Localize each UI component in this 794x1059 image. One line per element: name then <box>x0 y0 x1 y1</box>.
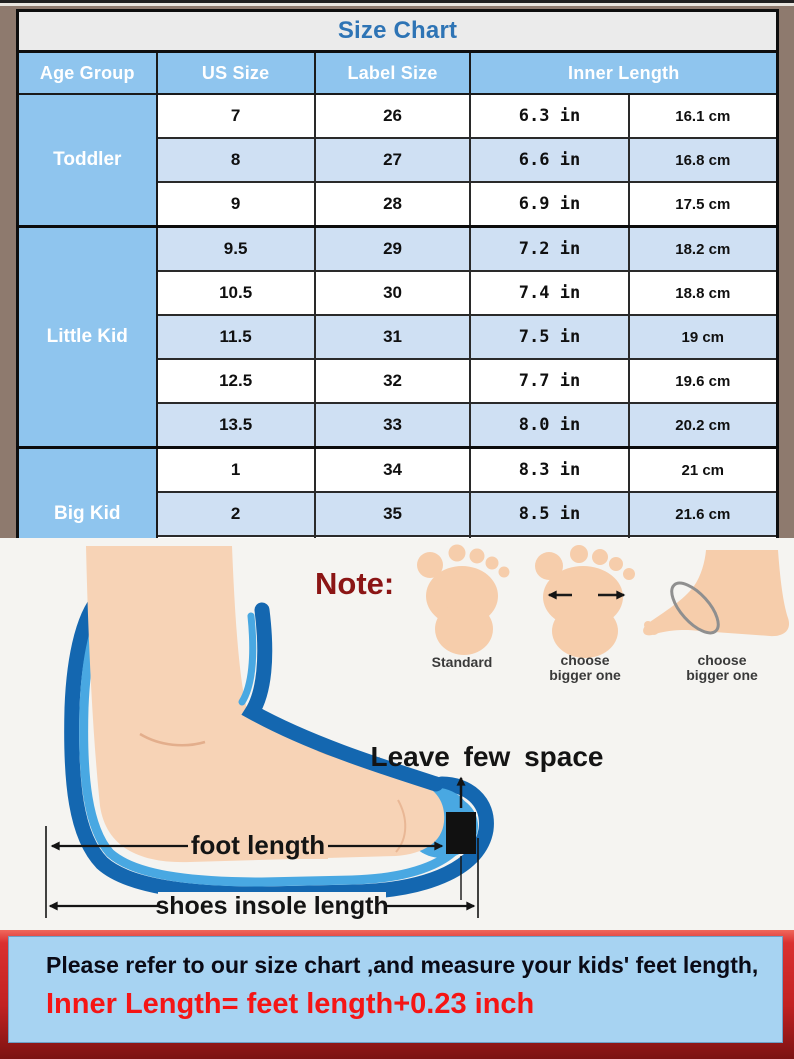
label-size-cell: 27 <box>315 138 471 182</box>
inner-length-cm-cell: 21 cm <box>629 448 778 493</box>
toe-space-marker <box>446 812 476 854</box>
header-inner-length: Inner Length <box>470 52 777 95</box>
us-size-cell: 9.5 <box>157 227 315 272</box>
label-size-cell: 34 <box>315 448 471 493</box>
us-size-cell: 13.5 <box>157 403 315 448</box>
inner-length-in-cell: 8.0 in <box>470 403 628 448</box>
table-header-row <box>18 52 778 95</box>
table-title-row <box>18 11 778 52</box>
label-size-cell: 32 <box>315 359 471 403</box>
shoes-insole-length-label: shoes insole length <box>155 892 389 920</box>
age-group-big-kid: Big Kid <box>18 448 157 581</box>
size-note-banner <box>0 930 794 1059</box>
age-group-toddler: Toddler <box>18 94 157 227</box>
inner-length-cm-cell: 19.6 cm <box>629 359 778 403</box>
label-size-cell: 26 <box>315 94 471 138</box>
label-size-cell: 29 <box>315 227 471 272</box>
table-row <box>18 94 778 138</box>
us-size-cell: 2 <box>157 492 315 536</box>
inner-length-cm-cell: 21.6 cm <box>629 492 778 536</box>
measurement-diagram <box>0 538 794 930</box>
inner-length-cm-cell: 19 cm <box>629 315 778 359</box>
inner-length-in-cell: 6.3 in <box>470 94 628 138</box>
inner-length-in-cell: 8.3 in <box>470 448 628 493</box>
wide-caption-line1: choose <box>560 652 610 668</box>
leave-few-space-label: Leave few space <box>370 741 604 772</box>
standard-caption: Standard <box>431 654 493 670</box>
us-size-cell: 8 <box>157 138 315 182</box>
foot-length-label: foot length <box>190 830 326 860</box>
banner-formula-text: Inner Length= feet length+0.23 inch <box>46 988 535 1020</box>
inner-length-cm-cell: 17.5 cm <box>629 182 778 227</box>
instep-caption-line2: bigger one <box>686 667 758 683</box>
us-size-cell: 10.5 <box>157 271 315 315</box>
inner-length-cm-cell: 16.8 cm <box>629 138 778 182</box>
inner-length-in-cell: 6.9 in <box>470 182 628 227</box>
note-label: Note: <box>315 566 395 601</box>
us-size-cell: 9 <box>157 182 315 227</box>
inner-length-in-cell: 7.4 in <box>470 271 628 315</box>
inner-length-cm-cell: 16.1 cm <box>629 94 778 138</box>
instep-caption-line1: choose <box>697 652 747 668</box>
instep-foot-icon <box>643 550 789 640</box>
measurement-diagram-section <box>0 538 794 930</box>
age-group-little-kid: Little Kid <box>18 227 157 448</box>
label-size-cell: 30 <box>315 271 471 315</box>
header-label-size: Label Size <box>315 52 471 95</box>
wide-caption-line2: bigger one <box>549 667 621 683</box>
label-size-cell: 35 <box>315 492 471 536</box>
header-us-size: US Size <box>157 52 315 95</box>
inner-length-in-cell: 7.2 in <box>470 227 628 272</box>
table-row <box>18 227 778 272</box>
us-size-cell: 11.5 <box>157 315 315 359</box>
inner-length-in-cell: 7.5 in <box>470 315 628 359</box>
inner-length-in-cell: 7.7 in <box>470 359 628 403</box>
inner-length-in-cell: 6.6 in <box>470 138 628 182</box>
inner-length-cm-cell: 20.2 cm <box>629 403 778 448</box>
inner-length-cm-cell: 18.2 cm <box>629 227 778 272</box>
us-size-cell: 12.5 <box>157 359 315 403</box>
size-chart-table <box>16 9 779 582</box>
table-row <box>18 448 778 493</box>
label-size-cell: 28 <box>315 182 471 227</box>
label-size-cell: 31 <box>315 315 471 359</box>
header-age-group: Age Group <box>18 52 157 95</box>
banner-instruction-text: Please refer to our size chart ,and measure your kids' feet length, <box>46 952 759 978</box>
standard-footprint-icon <box>417 545 510 656</box>
banner-panel <box>8 936 783 1043</box>
inner-length-cm-cell: 18.8 cm <box>629 271 778 315</box>
size-chart-title: Size Chart <box>18 11 778 52</box>
wide-footprint-icon <box>535 545 635 658</box>
us-size-cell: 1 <box>157 448 315 493</box>
inner-length-in-cell: 8.5 in <box>470 492 628 536</box>
label-size-cell: 33 <box>315 403 471 448</box>
us-size-cell: 7 <box>157 94 315 138</box>
